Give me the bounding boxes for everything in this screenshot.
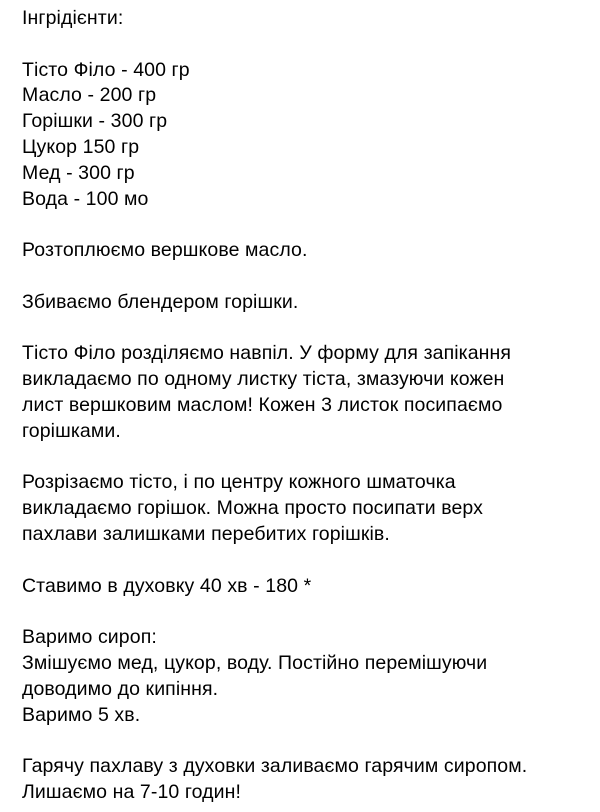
blank-line	[22, 32, 592, 58]
ingredient-item: Масло - 200 гр	[22, 84, 157, 107]
blank-line	[22, 728, 592, 754]
paragraph-line: Розрізаємо тісто, і по центру кожного шматочка	[22, 471, 456, 494]
paragraph-line: доводимо до кипіння.	[22, 677, 219, 700]
blank-line	[22, 548, 592, 574]
step-bake: Ставимо в духовку 40 хв - 180 *	[22, 574, 312, 597]
syrup-heading: Варимо сироп:	[22, 626, 157, 649]
paragraph-line: лист вершковим маслом! Кожен 3 листок посипаємо	[22, 393, 503, 416]
ingredient-item: Вода - 100 мо	[22, 187, 149, 210]
blank-line	[22, 445, 592, 471]
step-cut-paragraph	[22, 470, 592, 547]
paragraph-line: пахлави залишками перебитих горішків.	[22, 522, 390, 545]
paragraph-line: Тісто Філо розділяємо навпіл. У форму для запікання	[22, 342, 512, 365]
paragraph-line: горішками.	[22, 419, 121, 442]
blank-line	[22, 212, 592, 238]
syrup-steps	[22, 651, 592, 728]
ingredient-item: Горішки - 300 гр	[22, 110, 168, 133]
blank-line	[22, 264, 592, 290]
paragraph-line: Лишаємо на 7-10 годин!	[22, 780, 242, 803]
paragraph-line: Гарячу пахлаву з духовки заливаємо гарячим сиропом.	[22, 755, 528, 778]
step-blend-nuts: Збиваємо блендером горішки.	[22, 290, 299, 313]
ingredients-heading: Інгрідієнти:	[22, 7, 124, 29]
paragraph-line: Змішуємо мед, цукор, воду. Постійно перемішуючи	[22, 651, 488, 674]
blank-line	[22, 599, 592, 625]
ingredients-list	[22, 58, 592, 213]
ingredient-item: Мед - 300 гр	[22, 161, 135, 184]
step-finish-paragraph	[22, 754, 592, 806]
paragraph-line: викладаємо по одному листку тіста, змазуючи кожен	[22, 368, 505, 391]
step-melt-butter: Розтоплюємо вершкове масло.	[22, 239, 308, 262]
paragraph-line: Варимо 5 хв.	[22, 703, 141, 726]
ingredient-item: Цукор 150 гр	[22, 135, 140, 158]
recipe-note	[22, 6, 592, 806]
ingredient-item: Тісто Філо - 400 гр	[22, 58, 190, 81]
blank-line	[22, 316, 592, 342]
paragraph-line: викладаємо горішок. Можна просто посипати верх	[22, 497, 483, 520]
step-layers-paragraph	[22, 341, 592, 444]
